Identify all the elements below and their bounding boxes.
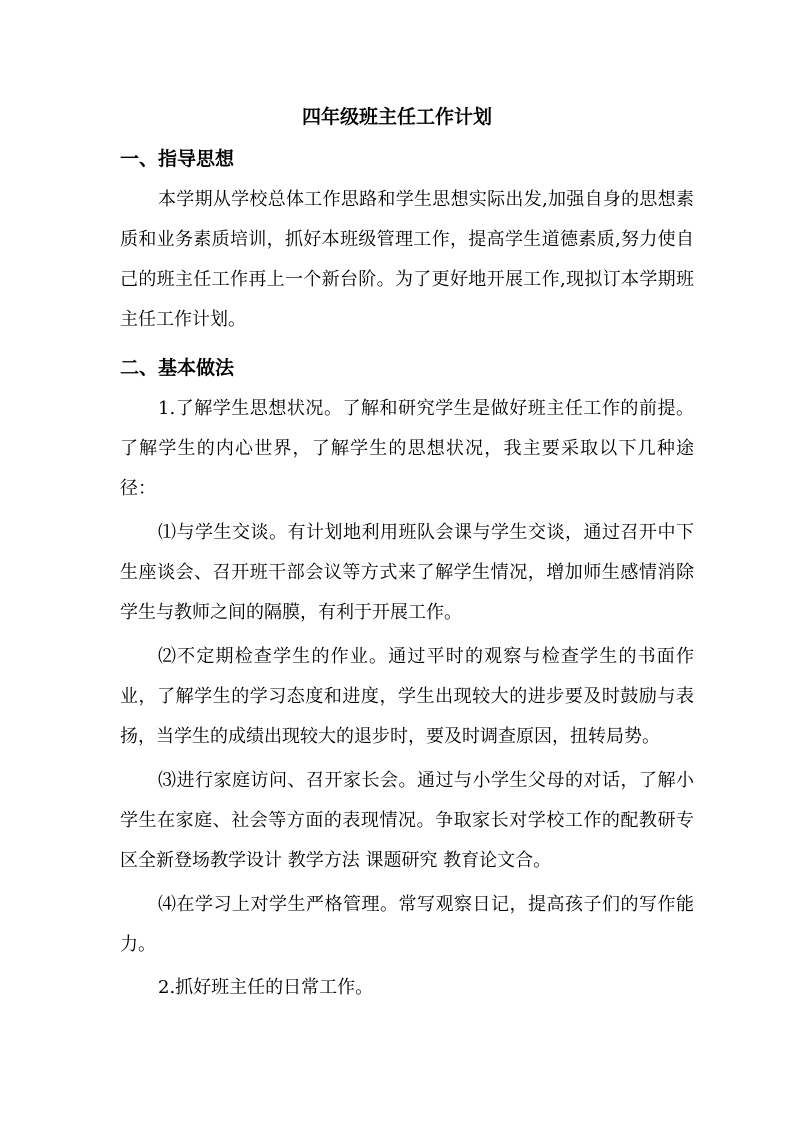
paragraph-check-homework: ⑵不定期检查学生的作业。通过平时的观察与检查学生的书面作业，了解学生的学习态度和进度，学生出现较大的进步要及时鼓励与表扬，当学生的成绩出现较大的退步时，要及时调查原因，扭转局势。 [120, 646, 694, 747]
paragraph-guiding-thought: 本学期从学校总体工作思路和学生思想实际出发,加强自身的思想素质和业务素质培训，抓好本班级管理工作，提高学生道德素质,努力使自己的班主任工作再上一个新台阶。为了更好地开展工作,现拟订本学期班主任工作计划。 [120, 189, 694, 330]
paragraph-strict-management: ⑷在学习上对学生严格管理。常写观察日记，提高孩子们的写作能力。 [120, 894, 694, 955]
paragraph-talk-with-students: ⑴与学生交谈。有计划地利用班队会课与学生交谈，通过召开中下生座谈会、召开班干部会议等方式来了解学生情况，增加师生感情消除学生与教师之间的隔膜，有利于开展工作。 [120, 522, 694, 623]
section-heading-basic-methods: 二、基本做法 [120, 357, 235, 379]
document-title: 四年级班主任工作计划 [301, 106, 492, 128]
paragraph-daily-work: 2.抓好班主任的日常工作。 [158, 977, 374, 998]
section-heading-guiding-thought: 一、指导思想 [120, 148, 235, 170]
paragraph-home-visits: ⑶进行家庭访问、召开家长会。通过与小学生父母的对话，了解小学生在家庭、社会等方面的表现情况。争取家长对学校工作的配教研专区全新登场教学设计 教学方法 课题研究 教育论文合。 [120, 770, 694, 871]
paragraph-understand-students: 1.了解学生思想状况。了解和研究学生是做好班主任工作的前提。了解学生的内心世界，了解学生的思想状况，我主要采取以下几种途径： [120, 398, 694, 499]
